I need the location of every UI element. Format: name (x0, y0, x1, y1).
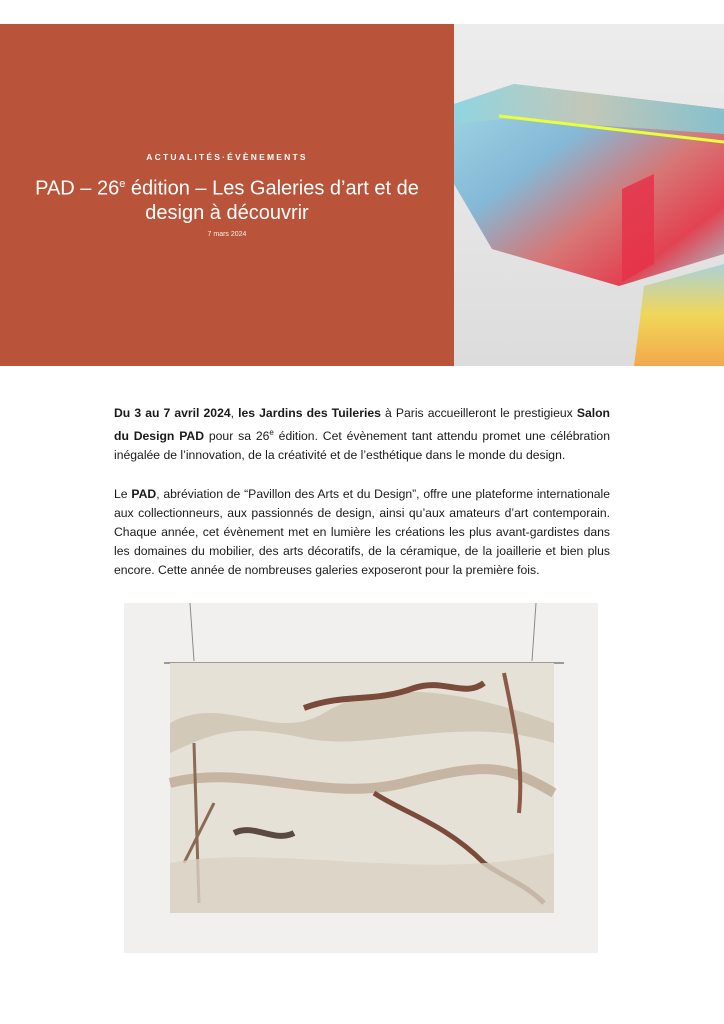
title-part-1: PAD – 26 (35, 177, 120, 200)
article-paragraph-2 (114, 485, 610, 581)
hanging-chain-left (190, 603, 194, 661)
article-category[interactable]: ACTUALITÉS·ÉVÈNEMENTS (146, 152, 308, 162)
text-fragment: , abréviation de “Pavillon des Arts et du Design”, offre une plateforme internationale aux collectionneurs, aux passionnés de design, ainsi qu’aux amateurs d’art contemporain. Chaque année, cet évènement met en lumière les créations les plus avant-gardistes dans les domaines du mobilier, des arts décoratifs, de la céramique, de la joaillerie et bien plus encore. Cette année de nombreuses galeries exposeront pour la première fois. (114, 486, 610, 578)
text-fragment: pour sa 26 (204, 429, 270, 444)
title-superscript: e (119, 178, 126, 190)
hero-banner (0, 24, 724, 366)
title-part-2: édition – Les Galeries d’art et de design à découvrir (125, 177, 419, 224)
sculpture-red-facet (622, 174, 654, 282)
sculpture-leg (634, 264, 724, 366)
text-fragment: à Paris accueilleront le prestigieux (380, 406, 577, 420)
tapestry-image (124, 603, 598, 953)
event-name: Salon du Design PAD (114, 406, 610, 444)
article-date: 7 mars 2024 (207, 231, 247, 238)
article-body (114, 404, 610, 600)
text-fragment: édition. Cet évènement tant attendu promet une célébration inégalée de l’innovation, de la créativité et de l’esthétique dans le monde du design. (114, 429, 610, 463)
tapestry-artwork (124, 603, 598, 953)
pad-acronym: PAD (131, 486, 157, 501)
text-fragment: Le (114, 486, 132, 501)
hero-text-panel (0, 24, 454, 366)
hero-image (454, 24, 724, 366)
article-paragraph-1 (114, 404, 610, 466)
resin-sculpture-image (454, 24, 724, 366)
superscript: e (269, 428, 274, 438)
event-venue: les Jardins des Tuileries (238, 406, 381, 420)
event-dates: Du 3 au 7 avril 2024 (114, 406, 231, 420)
text-fragment: , (230, 406, 239, 420)
hanging-chain-right (532, 603, 536, 661)
article-title (16, 172, 438, 225)
